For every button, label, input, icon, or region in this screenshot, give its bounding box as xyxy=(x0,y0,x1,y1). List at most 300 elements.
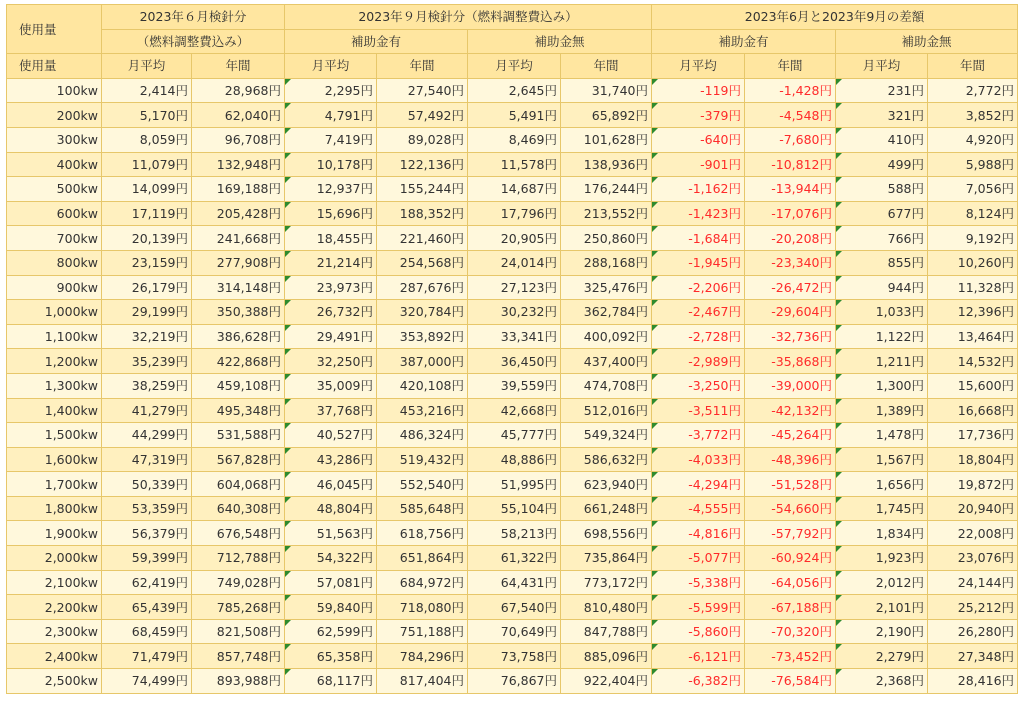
diff-yes-monthly-cell: -1,162円 xyxy=(652,177,745,202)
diff-no-annual-cell: 24,144円 xyxy=(928,570,1018,595)
june-annual-cell: 350,388円 xyxy=(192,300,285,325)
june-annual-cell: 676,548円 xyxy=(192,521,285,546)
diff-no-monthly-cell: 2,190円 xyxy=(836,619,928,644)
table-row xyxy=(7,349,1018,374)
sept-no-annual-cell: 549,324円 xyxy=(561,423,652,448)
diff-yes-monthly-cell: -3,772円 xyxy=(652,423,745,448)
diff-no-annual-cell: 14,532円 xyxy=(928,349,1018,374)
diff-yes-annual-cell: -39,000円 xyxy=(745,373,836,398)
sept-yes-annual-cell: 519,432円 xyxy=(377,447,468,472)
table-row xyxy=(7,78,1018,103)
diff-yes-annual-cell: -42,132円 xyxy=(745,398,836,423)
june-monthly-cell: 14,099円 xyxy=(102,177,192,202)
diff-yes-monthly-cell: -6,121円 xyxy=(652,644,745,669)
sept-yes-annual-cell: 89,028円 xyxy=(377,127,468,152)
sept-no-annual-cell: 698,556円 xyxy=(561,521,652,546)
june-monthly-cell: 26,179円 xyxy=(102,275,192,300)
diff-no-annual-cell: 4,920円 xyxy=(928,127,1018,152)
table-row xyxy=(7,177,1018,202)
usage-cell: 2,500kw xyxy=(7,669,102,694)
diff-no-monthly-cell: 410円 xyxy=(836,127,928,152)
sept-subsidy-yes-header: 補助金有 xyxy=(285,29,468,54)
june-title-header: 2023年６月検針分 xyxy=(102,5,285,30)
table-row xyxy=(7,398,1018,423)
diff-yes-annual-cell: -1,428円 xyxy=(745,78,836,103)
sept-no-monthly-cell: 67,540円 xyxy=(468,595,561,620)
diff-no-annual-cell: 7,056円 xyxy=(928,177,1018,202)
sept-subsidy-no-header: 補助金無 xyxy=(468,29,652,54)
sept-yes-annual-cell: 122,136円 xyxy=(377,152,468,177)
sept-yes-monthly-cell: 7,419円 xyxy=(285,127,377,152)
june-annual-cell: 314,148円 xyxy=(192,275,285,300)
table-row xyxy=(7,275,1018,300)
sept-no-monthly-cell: 61,322円 xyxy=(468,546,561,571)
sept-no-monthly-cell: 30,232円 xyxy=(468,300,561,325)
table-row xyxy=(7,250,1018,275)
sept-yes-monthly-cell: 2,295円 xyxy=(285,78,377,103)
diff-no-annual-cell: 28,416円 xyxy=(928,669,1018,694)
usage-cell: 600kw xyxy=(7,201,102,226)
table-row xyxy=(7,103,1018,128)
diff-yes-annual-cell: -7,680円 xyxy=(745,127,836,152)
diff-no-monthly-cell: 1,745円 xyxy=(836,496,928,521)
usage-cell: 500kw xyxy=(7,177,102,202)
june-monthly-cell: 65,439円 xyxy=(102,595,192,620)
sept-no-monthly-cell: 58,213円 xyxy=(468,521,561,546)
june-annual-cell: 132,948円 xyxy=(192,152,285,177)
sept-yes-annual-cell: 618,756円 xyxy=(377,521,468,546)
usage-header: 使用量 xyxy=(7,5,102,54)
sept-yes-annual-cell: 57,492円 xyxy=(377,103,468,128)
table-row xyxy=(7,595,1018,620)
diff-no-monthly-cell: 231円 xyxy=(836,78,928,103)
sept-yes-monthly-cell: 32,250円 xyxy=(285,349,377,374)
sept-no-monthly-header: 月平均 xyxy=(468,54,561,79)
diff-yes-monthly-cell: -3,250円 xyxy=(652,373,745,398)
diff-no-annual-cell: 12,396円 xyxy=(928,300,1018,325)
diff-yes-monthly-cell: -5,077円 xyxy=(652,546,745,571)
diff-no-annual-header: 年間 xyxy=(928,54,1018,79)
sept-no-annual-cell: 623,940円 xyxy=(561,472,652,497)
usage-cell: 1,800kw xyxy=(7,496,102,521)
june-annual-cell: 857,748円 xyxy=(192,644,285,669)
june-monthly-cell: 17,119円 xyxy=(102,201,192,226)
diff-yes-annual-cell: -48,396円 xyxy=(745,447,836,472)
june-annual-cell: 205,428円 xyxy=(192,201,285,226)
diff-yes-annual-cell: -70,320円 xyxy=(745,619,836,644)
diff-no-monthly-cell: 766円 xyxy=(836,226,928,251)
sept-no-annual-cell: 176,244円 xyxy=(561,177,652,202)
june-annual-cell: 96,708円 xyxy=(192,127,285,152)
diff-yes-annual-cell: -10,812円 xyxy=(745,152,836,177)
june-annual-cell: 712,788円 xyxy=(192,546,285,571)
table-row xyxy=(7,152,1018,177)
june-subtitle-header: （燃料調整費込み） xyxy=(102,29,285,54)
diff-no-monthly-cell: 1,389円 xyxy=(836,398,928,423)
june-annual-cell: 531,588円 xyxy=(192,423,285,448)
usage-cell: 1,700kw xyxy=(7,472,102,497)
usage-cell: 900kw xyxy=(7,275,102,300)
diff-yes-annual-cell: -29,604円 xyxy=(745,300,836,325)
diff-no-monthly-cell: 499円 xyxy=(836,152,928,177)
sept-yes-monthly-cell: 15,696円 xyxy=(285,201,377,226)
sept-yes-monthly-cell: 48,804円 xyxy=(285,496,377,521)
sept-yes-annual-cell: 188,352円 xyxy=(377,201,468,226)
sept-no-monthly-cell: 55,104円 xyxy=(468,496,561,521)
diff-subsidy-yes-header: 補助金有 xyxy=(652,29,836,54)
diff-no-monthly-cell: 321円 xyxy=(836,103,928,128)
sept-no-annual-cell: 810,480円 xyxy=(561,595,652,620)
diff-no-annual-cell: 18,804円 xyxy=(928,447,1018,472)
diff-no-annual-cell: 11,328円 xyxy=(928,275,1018,300)
june-monthly-cell: 59,399円 xyxy=(102,546,192,571)
sept-yes-monthly-cell: 46,045円 xyxy=(285,472,377,497)
sept-no-annual-cell: 65,892円 xyxy=(561,103,652,128)
sept-no-monthly-cell: 24,014円 xyxy=(468,250,561,275)
june-annual-cell: 785,268円 xyxy=(192,595,285,620)
sept-yes-annual-cell: 320,784円 xyxy=(377,300,468,325)
sept-yes-annual-cell: 585,648円 xyxy=(377,496,468,521)
diff-yes-monthly-cell: -379円 xyxy=(652,103,745,128)
diff-yes-annual-cell: -45,264円 xyxy=(745,423,836,448)
sept-no-annual-cell: 661,248円 xyxy=(561,496,652,521)
sept-yes-annual-cell: 784,296円 xyxy=(377,644,468,669)
diff-no-annual-cell: 13,464円 xyxy=(928,324,1018,349)
diff-yes-monthly-cell: -2,989円 xyxy=(652,349,745,374)
usage-cell: 300kw xyxy=(7,127,102,152)
june-monthly-cell: 35,239円 xyxy=(102,349,192,374)
sept-no-annual-cell: 512,016円 xyxy=(561,398,652,423)
diff-no-monthly-cell: 944円 xyxy=(836,275,928,300)
sept-yes-annual-cell: 817,404円 xyxy=(377,669,468,694)
sept-no-monthly-cell: 51,995円 xyxy=(468,472,561,497)
table-row xyxy=(7,226,1018,251)
diff-no-monthly-cell: 1,300円 xyxy=(836,373,928,398)
sept-no-annual-cell: 138,936円 xyxy=(561,152,652,177)
diff-yes-monthly-cell: -1,684円 xyxy=(652,226,745,251)
diff-yes-monthly-cell: -2,728円 xyxy=(652,324,745,349)
june-monthly-cell: 53,359円 xyxy=(102,496,192,521)
table-body xyxy=(7,78,1018,693)
diff-no-monthly-cell: 1,923円 xyxy=(836,546,928,571)
sept-yes-annual-header: 年間 xyxy=(377,54,468,79)
diff-yes-annual-cell: -32,736円 xyxy=(745,324,836,349)
diff-no-monthly-cell: 2,101円 xyxy=(836,595,928,620)
sept-no-annual-cell: 325,476円 xyxy=(561,275,652,300)
sept-yes-annual-cell: 27,540円 xyxy=(377,78,468,103)
sept-yes-monthly-cell: 26,732円 xyxy=(285,300,377,325)
diff-no-monthly-cell: 2,012円 xyxy=(836,570,928,595)
sept-no-monthly-cell: 17,796円 xyxy=(468,201,561,226)
diff-yes-annual-cell: -64,056円 xyxy=(745,570,836,595)
diff-no-monthly-cell: 588円 xyxy=(836,177,928,202)
sept-yes-monthly-cell: 4,791円 xyxy=(285,103,377,128)
june-monthly-cell: 32,219円 xyxy=(102,324,192,349)
june-annual-cell: 277,908円 xyxy=(192,250,285,275)
june-monthly-cell: 23,159円 xyxy=(102,250,192,275)
june-annual-cell: 567,828円 xyxy=(192,447,285,472)
diff-yes-annual-cell: -57,792円 xyxy=(745,521,836,546)
june-annual-cell: 28,968円 xyxy=(192,78,285,103)
header-row-1 xyxy=(7,5,1018,30)
sept-yes-annual-cell: 718,080円 xyxy=(377,595,468,620)
june-monthly-header: 月平均 xyxy=(102,54,192,79)
diff-yes-monthly-cell: -2,467円 xyxy=(652,300,745,325)
sept-no-monthly-cell: 27,123円 xyxy=(468,275,561,300)
june-monthly-cell: 41,279円 xyxy=(102,398,192,423)
sept-no-monthly-cell: 76,867円 xyxy=(468,669,561,694)
june-annual-cell: 893,988円 xyxy=(192,669,285,694)
june-monthly-cell: 8,059円 xyxy=(102,127,192,152)
sept-yes-annual-cell: 387,000円 xyxy=(377,349,468,374)
diff-yes-monthly-cell: -4,555円 xyxy=(652,496,745,521)
sept-no-annual-cell: 885,096円 xyxy=(561,644,652,669)
sept-no-monthly-cell: 36,450円 xyxy=(468,349,561,374)
diff-yes-monthly-cell: -640円 xyxy=(652,127,745,152)
june-annual-cell: 821,508円 xyxy=(192,619,285,644)
diff-no-monthly-header: 月平均 xyxy=(836,54,928,79)
table-row xyxy=(7,447,1018,472)
diff-no-annual-cell: 23,076円 xyxy=(928,546,1018,571)
diff-yes-monthly-header: 月平均 xyxy=(652,54,745,79)
usage-cell: 1,600kw xyxy=(7,447,102,472)
usage-cell: 1,300kw xyxy=(7,373,102,398)
diff-no-annual-cell: 15,600円 xyxy=(928,373,1018,398)
table-row xyxy=(7,373,1018,398)
diff-yes-monthly-cell: -1,945円 xyxy=(652,250,745,275)
june-monthly-cell: 56,379円 xyxy=(102,521,192,546)
sept-no-monthly-cell: 2,645円 xyxy=(468,78,561,103)
sept-yes-monthly-cell: 18,455円 xyxy=(285,226,377,251)
sept-yes-annual-cell: 684,972円 xyxy=(377,570,468,595)
table-row xyxy=(7,570,1018,595)
june-monthly-cell: 20,139円 xyxy=(102,226,192,251)
diff-yes-monthly-cell: -901円 xyxy=(652,152,745,177)
sept-no-monthly-cell: 5,491円 xyxy=(468,103,561,128)
diff-yes-annual-cell: -26,472円 xyxy=(745,275,836,300)
diff-yes-annual-cell: -54,660円 xyxy=(745,496,836,521)
usage-cell: 400kw xyxy=(7,152,102,177)
sept-yes-annual-cell: 651,864円 xyxy=(377,546,468,571)
usage-cell: 800kw xyxy=(7,250,102,275)
diff-no-monthly-cell: 855円 xyxy=(836,250,928,275)
june-monthly-cell: 38,259円 xyxy=(102,373,192,398)
sept-no-annual-cell: 362,784円 xyxy=(561,300,652,325)
table-row xyxy=(7,472,1018,497)
diff-no-annual-cell: 10,260円 xyxy=(928,250,1018,275)
usage-cell: 2,300kw xyxy=(7,619,102,644)
sept-no-annual-cell: 288,168円 xyxy=(561,250,652,275)
usage-cell: 2,400kw xyxy=(7,644,102,669)
diff-no-monthly-cell: 1,033円 xyxy=(836,300,928,325)
sept-yes-annual-cell: 420,108円 xyxy=(377,373,468,398)
june-annual-header: 年間 xyxy=(192,54,285,79)
table-row xyxy=(7,644,1018,669)
diff-yes-monthly-cell: -5,338円 xyxy=(652,570,745,595)
sept-no-annual-cell: 437,400円 xyxy=(561,349,652,374)
usage-cell: 200kw xyxy=(7,103,102,128)
sept-no-monthly-cell: 8,469円 xyxy=(468,127,561,152)
diff-no-annual-cell: 2,772円 xyxy=(928,78,1018,103)
sept-no-monthly-cell: 20,905円 xyxy=(468,226,561,251)
table-row xyxy=(7,669,1018,694)
sept-no-annual-cell: 922,404円 xyxy=(561,669,652,694)
sept-no-monthly-cell: 70,649円 xyxy=(468,619,561,644)
june-monthly-cell: 5,170円 xyxy=(102,103,192,128)
diff-yes-monthly-cell: -5,860円 xyxy=(652,619,745,644)
sept-yes-monthly-header: 月平均 xyxy=(285,54,377,79)
diff-no-monthly-cell: 2,279円 xyxy=(836,644,928,669)
june-annual-cell: 604,068円 xyxy=(192,472,285,497)
diff-yes-monthly-cell: -5,599円 xyxy=(652,595,745,620)
june-annual-cell: 62,040円 xyxy=(192,103,285,128)
sept-yes-monthly-cell: 40,527円 xyxy=(285,423,377,448)
sept-yes-monthly-cell: 62,599円 xyxy=(285,619,377,644)
sept-yes-monthly-cell: 21,214円 xyxy=(285,250,377,275)
diff-yes-monthly-cell: -4,033円 xyxy=(652,447,745,472)
june-annual-cell: 749,028円 xyxy=(192,570,285,595)
sept-no-monthly-cell: 42,668円 xyxy=(468,398,561,423)
diff-yes-monthly-cell: -119円 xyxy=(652,78,745,103)
table-row xyxy=(7,521,1018,546)
diff-title-header: 2023年6月と2023年9月の差額 xyxy=(652,5,1018,30)
diff-subsidy-no-header: 補助金無 xyxy=(836,29,1018,54)
june-monthly-cell: 29,199円 xyxy=(102,300,192,325)
diff-no-annual-cell: 19,872円 xyxy=(928,472,1018,497)
diff-no-monthly-cell: 1,567円 xyxy=(836,447,928,472)
june-annual-cell: 169,188円 xyxy=(192,177,285,202)
diff-no-monthly-cell: 1,478円 xyxy=(836,423,928,448)
sept-no-annual-cell: 586,632円 xyxy=(561,447,652,472)
diff-no-monthly-cell: 677円 xyxy=(836,201,928,226)
sept-no-annual-cell: 250,860円 xyxy=(561,226,652,251)
sept-yes-annual-cell: 254,568円 xyxy=(377,250,468,275)
diff-yes-monthly-cell: -6,382円 xyxy=(652,669,745,694)
june-annual-cell: 386,628円 xyxy=(192,324,285,349)
sept-yes-monthly-cell: 51,563円 xyxy=(285,521,377,546)
diff-no-annual-cell: 27,348円 xyxy=(928,644,1018,669)
diff-no-annual-cell: 5,988円 xyxy=(928,152,1018,177)
price-comparison-table xyxy=(6,4,1018,694)
diff-yes-annual-cell: -4,548円 xyxy=(745,103,836,128)
june-monthly-cell: 44,299円 xyxy=(102,423,192,448)
usage-cell: 2,000kw xyxy=(7,546,102,571)
sept-yes-monthly-cell: 54,322円 xyxy=(285,546,377,571)
sept-yes-annual-cell: 453,216円 xyxy=(377,398,468,423)
diff-yes-annual-cell: -13,944円 xyxy=(745,177,836,202)
sept-yes-annual-cell: 221,460円 xyxy=(377,226,468,251)
diff-yes-annual-cell: -76,584円 xyxy=(745,669,836,694)
sept-no-monthly-cell: 39,559円 xyxy=(468,373,561,398)
diff-yes-annual-cell: -17,076円 xyxy=(745,201,836,226)
table-row xyxy=(7,201,1018,226)
table-row xyxy=(7,300,1018,325)
usage-cell: 700kw xyxy=(7,226,102,251)
diff-yes-annual-cell: -73,452円 xyxy=(745,644,836,669)
diff-yes-annual-cell: -67,188円 xyxy=(745,595,836,620)
usage-cell: 1,400kw xyxy=(7,398,102,423)
diff-yes-annual-cell: -51,528円 xyxy=(745,472,836,497)
diff-yes-monthly-cell: -3,511円 xyxy=(652,398,745,423)
sept-yes-annual-cell: 486,324円 xyxy=(377,423,468,448)
header-row-2 xyxy=(7,29,1018,54)
diff-yes-monthly-cell: -4,294円 xyxy=(652,472,745,497)
sept-yes-annual-cell: 287,676円 xyxy=(377,275,468,300)
sept-yes-monthly-cell: 29,491円 xyxy=(285,324,377,349)
diff-no-annual-cell: 26,280円 xyxy=(928,619,1018,644)
table-row xyxy=(7,496,1018,521)
june-monthly-cell: 2,414円 xyxy=(102,78,192,103)
sept-no-annual-cell: 213,552円 xyxy=(561,201,652,226)
diff-no-annual-cell: 9,192円 xyxy=(928,226,1018,251)
diff-no-monthly-cell: 1,122円 xyxy=(836,324,928,349)
header-row-3 xyxy=(7,54,1018,79)
sept-yes-annual-cell: 751,188円 xyxy=(377,619,468,644)
usage-cell: 1,900kw xyxy=(7,521,102,546)
diff-no-annual-cell: 25,212円 xyxy=(928,595,1018,620)
sept-no-monthly-cell: 14,687円 xyxy=(468,177,561,202)
sept-yes-annual-cell: 155,244円 xyxy=(377,177,468,202)
sept-yes-monthly-cell: 35,009円 xyxy=(285,373,377,398)
sept-no-annual-header: 年間 xyxy=(561,54,652,79)
usage-cell: 2,100kw xyxy=(7,570,102,595)
diff-no-monthly-cell: 1,656円 xyxy=(836,472,928,497)
sept-no-monthly-cell: 33,341円 xyxy=(468,324,561,349)
diff-no-monthly-cell: 1,834円 xyxy=(836,521,928,546)
sept-no-annual-cell: 101,628円 xyxy=(561,127,652,152)
june-monthly-cell: 68,459円 xyxy=(102,619,192,644)
june-annual-cell: 495,348円 xyxy=(192,398,285,423)
diff-yes-annual-header: 年間 xyxy=(745,54,836,79)
sept-no-annual-cell: 474,708円 xyxy=(561,373,652,398)
sept-no-monthly-cell: 45,777円 xyxy=(468,423,561,448)
sept-no-monthly-cell: 73,758円 xyxy=(468,644,561,669)
diff-yes-annual-cell: -60,924円 xyxy=(745,546,836,571)
table-row xyxy=(7,546,1018,571)
june-monthly-cell: 47,319円 xyxy=(102,447,192,472)
sept-yes-monthly-cell: 23,973円 xyxy=(285,275,377,300)
usage-cell: 1,200kw xyxy=(7,349,102,374)
diff-no-annual-cell: 17,736円 xyxy=(928,423,1018,448)
diff-no-annual-cell: 16,668円 xyxy=(928,398,1018,423)
usage-column-header: 使用量 xyxy=(7,54,102,79)
usage-cell: 1,500kw xyxy=(7,423,102,448)
sept-yes-monthly-cell: 37,768円 xyxy=(285,398,377,423)
sept-yes-monthly-cell: 68,117円 xyxy=(285,669,377,694)
sept-yes-annual-cell: 552,540円 xyxy=(377,472,468,497)
sept-no-monthly-cell: 11,578円 xyxy=(468,152,561,177)
sept-no-annual-cell: 31,740円 xyxy=(561,78,652,103)
diff-no-annual-cell: 20,940円 xyxy=(928,496,1018,521)
table-row xyxy=(7,423,1018,448)
diff-yes-annual-cell: -23,340円 xyxy=(745,250,836,275)
table-header xyxy=(7,5,1018,79)
diff-yes-annual-cell: -20,208円 xyxy=(745,226,836,251)
sept-no-annual-cell: 735,864円 xyxy=(561,546,652,571)
diff-yes-monthly-cell: -2,206円 xyxy=(652,275,745,300)
diff-no-monthly-cell: 2,368円 xyxy=(836,669,928,694)
diff-yes-monthly-cell: -1,423円 xyxy=(652,201,745,226)
sept-no-monthly-cell: 48,886円 xyxy=(468,447,561,472)
sept-no-annual-cell: 773,172円 xyxy=(561,570,652,595)
usage-cell: 1,100kw xyxy=(7,324,102,349)
diff-yes-annual-cell: -35,868円 xyxy=(745,349,836,374)
table-row xyxy=(7,324,1018,349)
diff-no-annual-cell: 22,008円 xyxy=(928,521,1018,546)
price-comparison-table-wrapper xyxy=(6,4,1017,694)
june-annual-cell: 241,668円 xyxy=(192,226,285,251)
sept-no-annual-cell: 400,092円 xyxy=(561,324,652,349)
